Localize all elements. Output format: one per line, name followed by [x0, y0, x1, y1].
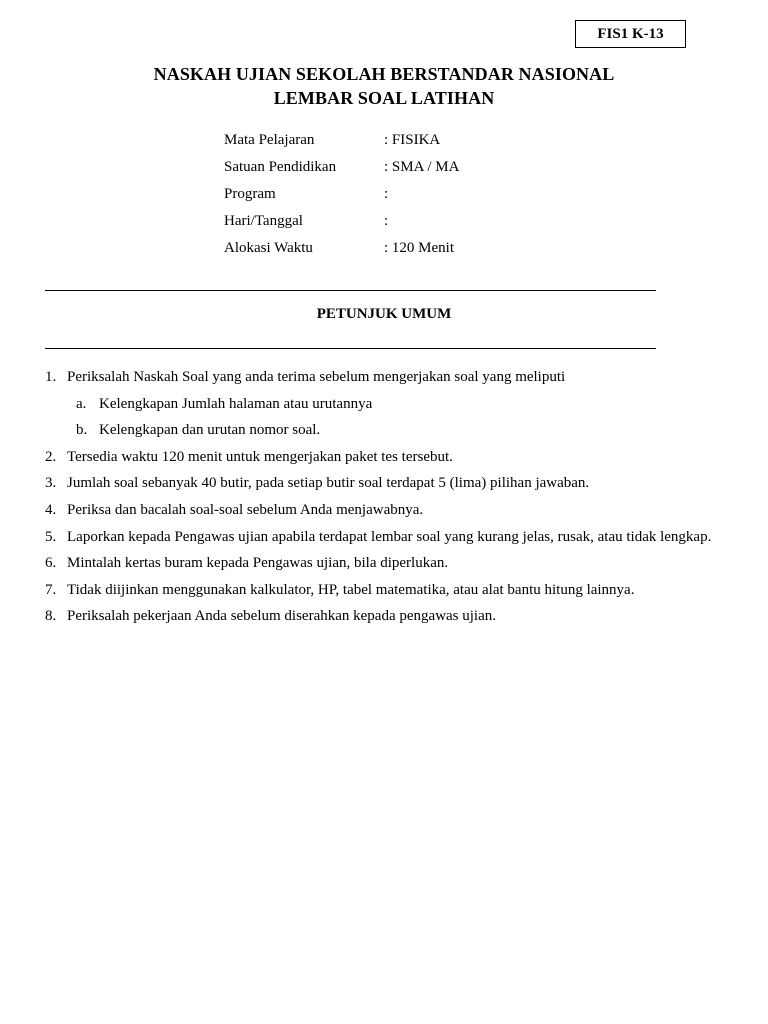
item-number: 4.	[45, 501, 57, 518]
item-number: 5.	[45, 528, 57, 545]
info-value: : FISIKA	[384, 132, 441, 148]
item-text: Laporkan kepada Pengawas ujian apabila terdapat lembar soal yang kurang jelas, rusak, atau tidak lengkap.	[67, 528, 712, 545]
item-text: Kelengkapan Jumlah halaman atau urutannya	[99, 395, 373, 412]
item-text: Kelengkapan dan urutan nomor soal.	[99, 422, 321, 439]
item-number: 3.	[45, 475, 57, 492]
sub-list-item	[45, 394, 745, 421]
list-item	[45, 473, 745, 500]
info-label: Hari/Tanggal	[224, 213, 303, 229]
item-text: Tersedia waktu 120 menit untuk mengerjakan paket tes tersebut.	[67, 448, 453, 465]
list-item	[45, 367, 745, 394]
instruction-list	[45, 367, 745, 633]
info-label: Satuan Pendidikan	[224, 159, 337, 175]
item-letter: a.	[76, 395, 87, 412]
item-text: Periksa dan bacalah soal-soal sebelum Anda menjawabnya.	[67, 501, 424, 518]
item-text: Periksalah Naskah Soal yang anda terima sebelum mengerjakan soal yang meliputi	[67, 369, 566, 385]
item-number: 2.	[45, 448, 57, 465]
info-label: Program	[224, 186, 276, 202]
info-value: : SMA / MA	[384, 159, 460, 175]
list-item	[45, 447, 745, 474]
document-title: NASKAH UJIAN SEKOLAH BERSTANDAR NASIONAL	[153, 64, 615, 84]
subject-code-box	[575, 20, 686, 48]
list-item	[45, 606, 745, 633]
list-item	[45, 580, 745, 607]
divider-top	[45, 290, 656, 291]
section-heading: PETUNJUK UMUM	[316, 306, 452, 322]
info-value: : 120 Menit	[384, 240, 454, 256]
list-item	[45, 500, 745, 527]
list-item	[45, 527, 745, 554]
info-value: :	[384, 186, 389, 202]
divider-bottom	[45, 348, 656, 349]
item-letter: b.	[76, 422, 88, 439]
info-label: Mata Pelajaran	[224, 132, 315, 148]
item-number: 8.	[45, 608, 57, 625]
item-text: Mintalah kertas buram kepada Pengawas ujian, bila diperlukan.	[67, 555, 449, 572]
item-text: Tidak diijinkan menggunakan kalkulator, HP, tabel matematika, atau alat bantu hitung lainnya.	[67, 581, 635, 598]
sub-list-item	[45, 420, 745, 447]
document-subtitle: LEMBAR SOAL LATIHAN	[273, 88, 495, 108]
list-item	[45, 553, 745, 580]
item-number: 1.	[45, 369, 57, 385]
info-label: Alokasi Waktu	[224, 240, 313, 256]
item-text: Jumlah soal sebanyak 40 butir, pada setiap butir soal terdapat 5 (lima) pilihan jawaban.	[67, 475, 590, 492]
item-number: 7.	[45, 581, 57, 598]
item-number: 6.	[45, 555, 57, 572]
subject-code-label: FIS1 K-13	[597, 25, 664, 42]
item-text: Periksalah pekerjaan Anda sebelum diserahkan kepada pengawas ujian.	[67, 608, 497, 625]
info-value: :	[384, 213, 389, 229]
